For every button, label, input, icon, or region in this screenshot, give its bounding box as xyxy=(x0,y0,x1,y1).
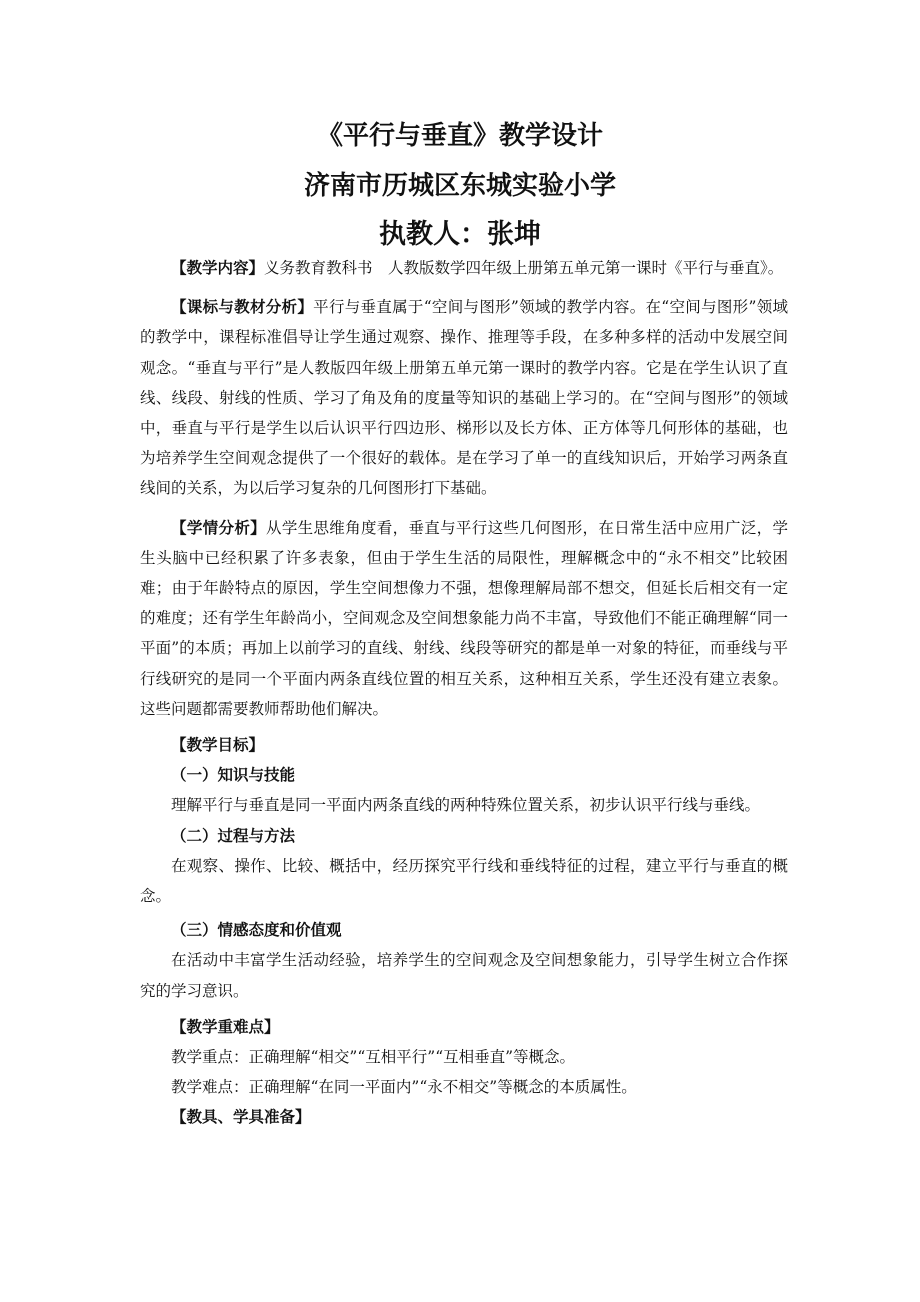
section-curriculum-analysis xyxy=(140,292,788,503)
section-text: 义务教育教科书 人教版数学四年级上册第五单元第一课时《平行与垂直》。 xyxy=(264,259,784,277)
goal-knowledge-heading: （一）知识与技能 xyxy=(171,766,296,785)
section-student-analysis xyxy=(140,513,788,724)
school-name: 济南市历城区东城实验小学 xyxy=(303,171,616,201)
section-label: 【学情分析】 xyxy=(171,518,266,537)
goal-emotion-heading: （三）情感态度和价值观 xyxy=(171,921,342,940)
difficult-point-text: 教学难点：正确理解“在同一平面内”“永不相交”等概念的本质属性。 xyxy=(171,1078,637,1097)
section-label: 【课标与教材分析】 xyxy=(171,298,314,317)
section-tools-heading: 【教具、学具准备】 xyxy=(171,1108,311,1127)
goal-emotion-text: 在活动中丰富学生活动经验，培养学生的空间观念及空间想象能力，引导学生树立合作探究的学习意识。 xyxy=(140,951,788,1000)
section-keypoints-heading: 【教学重难点】 xyxy=(171,1017,280,1036)
goal-process-text: 在观察、操作、比较、概括中，经历探究平行线和垂线特征的过程，建立平行与垂直的概念。 xyxy=(140,856,788,906)
section-text: 从学生思维角度看，垂直与平行这些几何图形，在日常生活中应用广泛，学生头脑中已经积累了许多表象，但由于学生生活的局限性，理解概念中的“永不相交”比较困难；由于年龄特点的原因，学生空间想像力不强，想像理解局部不想交，但延长后相交有一定的难度；还有学生年龄尚小，空间观念及空间想象能力尚不丰富，导致他们不能正确理解“同一平面”的本质；再加上以前学习的直线、射线、线段等研究的都是单一对象的特征，而垂线与平行线研究的是同一个平面内两条直线位置的相互关系，这种相互关系，学生还没有建立表象。这些问题都需要教师帮助他们解决。 xyxy=(140,518,788,718)
section-goals-heading: 【教学目标】 xyxy=(171,736,265,755)
key-point-text: 教学重点：正确理解“相交”“互相平行”“互相垂直”等概念。 xyxy=(171,1048,576,1067)
document-body xyxy=(140,253,788,1133)
goal-process-heading: （二）过程与方法 xyxy=(171,826,296,845)
goal-knowledge-text: 理解平行与垂直是同一平面内两条直线的两种特殊位置关系，初步认识平行线与垂线。 xyxy=(171,796,761,815)
section-teaching-content xyxy=(140,253,788,283)
document-title: 《平行与垂直》教学设计 xyxy=(316,121,603,151)
section-text: 平行与垂直属于“空间与图形”领域的教学内容。在“空间与图形”领域的教学中，课程标准倡导让学生通过观察、操作、推理等手段，在多种多样的活动中发展空间观念。“垂直与平行”是人教版四年级上册第五单元第一课时的教学内容。它是在学生认识了直线、线段、射线的性质、学习了角及角的度量等知识的基础上学习的。在“空间与图形”的领域中，垂直与平行是学生以后认识平行四边形、梯形以及长方体、正方体等几何形体的基础，也为培养学生空间观念提供了一个很好的载体。是在学习了单一的直线知识后，开始学习两条直线间的关系，为以后学习复杂的几何图形打下基础。 xyxy=(140,298,788,498)
teacher-name: 执教人：张坤 xyxy=(379,219,541,250)
section-label: 【教学内容】 xyxy=(171,259,265,277)
